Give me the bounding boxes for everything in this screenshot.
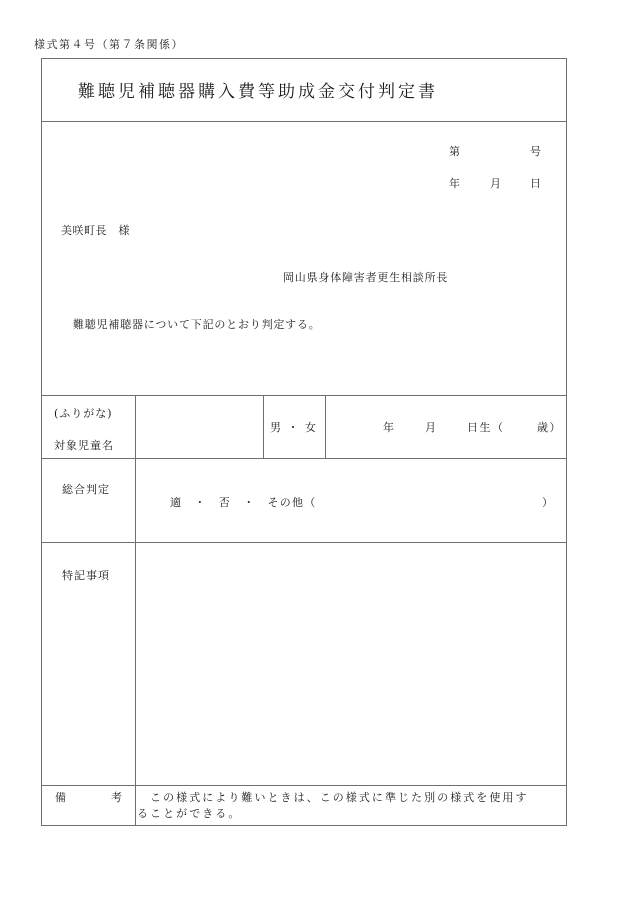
divider-gender-left: [263, 395, 264, 458]
remarks-text-line1: この様式により難いときは、この様式に準じた別の様式を使用す: [137, 791, 529, 804]
statement: 難聴児補聴器について下記のとおり判定する。: [73, 318, 321, 331]
judgement-options[interactable]: 適 ・ 否 ・ その他（: [170, 496, 317, 509]
birth-month-label: 月: [425, 421, 438, 434]
issuer: 岡山県身体障害者更生相談所長: [283, 271, 449, 284]
date-month: 月: [490, 177, 503, 190]
divider-gender-right: [325, 395, 326, 458]
label-child-name: 対象児童名: [54, 439, 114, 452]
divider-label-column: [135, 395, 136, 826]
addressee: 美咲町長 様: [61, 224, 130, 237]
form-number: 様式第４号（第７条関係）: [34, 38, 184, 51]
divider-child: [41, 458, 567, 459]
date-day: 日: [530, 177, 543, 190]
age-label: 歳）: [537, 421, 562, 434]
label-judgement: 総合判定: [62, 483, 110, 496]
number-suffix: 号: [530, 145, 543, 158]
divider-title: [41, 121, 567, 122]
child-name-field[interactable]: [137, 397, 261, 456]
notes-field[interactable]: [137, 545, 565, 783]
label-notes: 特記事項: [62, 569, 110, 582]
label-furigana: (ふりがな): [54, 407, 113, 420]
label-remarks-right: 考: [111, 791, 124, 804]
judgement-close-paren: ）: [542, 496, 555, 509]
document-title: 難聴児補聴器購入費等助成金交付判定書: [78, 82, 438, 102]
divider-header: [41, 395, 567, 396]
divider-judgement: [41, 542, 567, 543]
birth-year-label: 年: [383, 421, 396, 434]
number-prefix: 第: [449, 145, 462, 158]
birth-day-label: 日生（: [467, 421, 505, 434]
date-year: 年: [449, 177, 462, 190]
label-remarks-left: 備: [55, 791, 68, 804]
remarks-text-line2: ることができる。: [137, 807, 242, 820]
gender-select[interactable]: 男 ・ 女: [270, 421, 318, 434]
divider-notes: [41, 785, 567, 786]
